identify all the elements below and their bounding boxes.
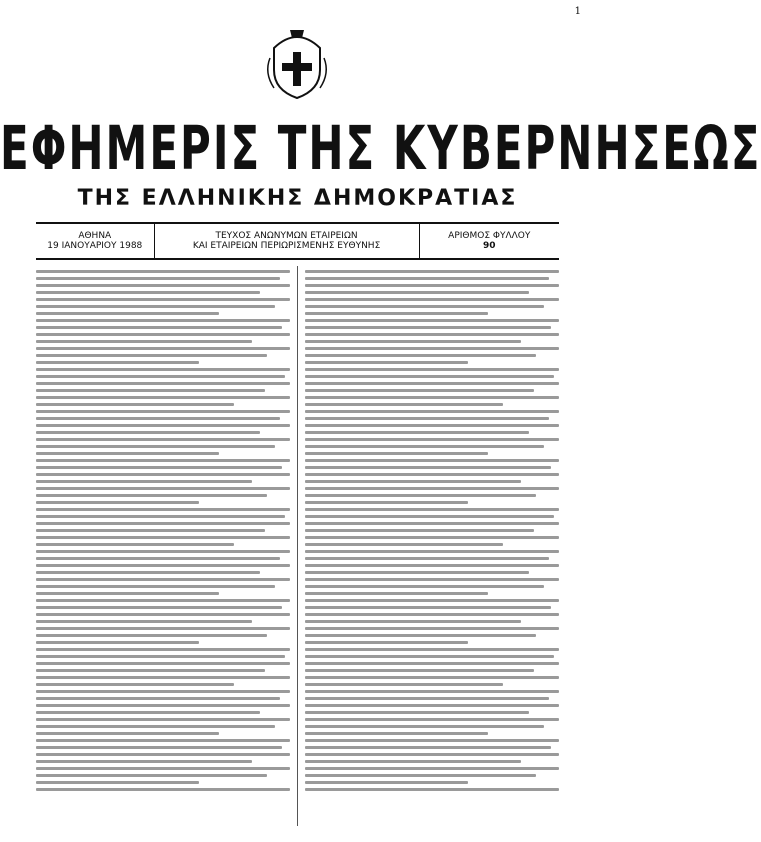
illegible-text-line xyxy=(305,781,468,784)
illegible-text-line xyxy=(36,739,290,742)
page-body xyxy=(36,266,559,826)
illegible-text-line xyxy=(36,354,267,357)
illegible-text-line xyxy=(305,270,559,273)
illegible-text-line xyxy=(305,480,521,483)
illegible-text-line xyxy=(305,396,559,399)
illegible-text-line xyxy=(36,613,290,616)
illegible-text-line xyxy=(305,403,503,406)
illegible-text-line xyxy=(36,550,290,553)
illegible-text-line xyxy=(305,662,559,665)
illegible-text-line xyxy=(305,466,551,469)
illegible-text-line xyxy=(305,284,559,287)
illegible-text-line xyxy=(36,459,290,462)
illegible-text-line xyxy=(305,767,559,770)
illegible-text-line xyxy=(36,438,290,441)
illegible-text-line xyxy=(305,571,529,574)
illegible-text-line xyxy=(36,466,282,469)
illegible-text-line xyxy=(305,550,559,553)
illegible-text-line xyxy=(36,529,265,532)
illegible-text-line xyxy=(36,487,290,490)
illegible-text-line xyxy=(305,459,559,462)
illegible-text-line xyxy=(305,501,468,504)
illegible-text-line xyxy=(36,536,290,539)
illegible-text-line xyxy=(36,788,290,791)
illegible-text-line xyxy=(36,403,234,406)
illegible-text-line xyxy=(305,424,559,427)
illegible-text-line xyxy=(305,522,559,525)
illegible-text-line xyxy=(305,690,559,693)
illegible-text-line xyxy=(36,361,199,364)
masthead-title: ΕΦΗΜΕΡΙΣ ΤΗΣ ΚΥΒΕΡΝΗΣΕΩΣ xyxy=(0,112,761,184)
illegible-text-line xyxy=(305,760,521,763)
illegible-text-line xyxy=(305,417,549,420)
illegible-text-line xyxy=(305,536,559,539)
illegible-text-line xyxy=(305,375,554,378)
illegible-text-line xyxy=(36,375,285,378)
illegible-text-line xyxy=(305,431,529,434)
illegible-text-line xyxy=(36,389,265,392)
illegible-text-line xyxy=(305,676,559,679)
illegible-text-line xyxy=(305,347,559,350)
illegible-text-line xyxy=(305,683,503,686)
illegible-text-line xyxy=(305,445,544,448)
illegible-text-line xyxy=(36,347,290,350)
illegible-text-line xyxy=(36,340,252,343)
illegible-text-line xyxy=(36,522,290,525)
illegible-text-line xyxy=(36,767,290,770)
illegible-text-line xyxy=(36,473,290,476)
illegible-text-line xyxy=(305,340,521,343)
left-text-column xyxy=(36,266,290,826)
illegible-text-line xyxy=(305,557,549,560)
illegible-text-line xyxy=(305,704,559,707)
illegible-text-line xyxy=(305,438,559,441)
sheet-number-label: ΑΡΙΘΜΟΣ ΦΥΛΛΟΥ xyxy=(448,231,531,241)
issue-type-line-2: ΚΑΙ ΕΤΑΙΡΕΙΩΝ ΠΕΡΙΩΡΙΣΜΕΝΗΣ ΕΥΘΥΝΗΣ xyxy=(192,241,381,251)
illegible-text-line xyxy=(36,508,290,511)
sheet-number: 90 xyxy=(483,241,496,251)
illegible-text-line xyxy=(36,417,280,420)
illegible-text-line xyxy=(36,501,199,504)
illegible-text-line xyxy=(36,627,290,630)
illegible-text-line xyxy=(305,291,529,294)
illegible-text-line xyxy=(305,788,559,791)
illegible-text-line xyxy=(36,606,282,609)
right-text-column xyxy=(305,266,559,826)
illegible-text-line xyxy=(36,543,234,546)
illegible-text-line xyxy=(36,732,219,735)
illegible-text-line xyxy=(305,753,559,756)
illegible-text-line xyxy=(36,697,280,700)
illegible-text-line xyxy=(305,368,559,371)
illegible-text-line xyxy=(305,319,559,322)
illegible-text-line xyxy=(305,613,559,616)
illegible-text-line xyxy=(36,396,290,399)
issue-info-bar xyxy=(36,222,559,260)
illegible-text-line xyxy=(36,571,260,574)
illegible-text-line xyxy=(36,305,275,308)
illegible-text-line xyxy=(36,620,252,623)
illegible-text-line xyxy=(36,781,199,784)
illegible-text-line xyxy=(36,494,267,497)
illegible-text-line xyxy=(36,382,290,385)
illegible-text-line xyxy=(36,634,267,637)
illegible-text-line xyxy=(36,725,275,728)
illegible-text-line xyxy=(36,333,290,336)
illegible-text-line xyxy=(305,669,534,672)
illegible-text-line xyxy=(36,662,290,665)
illegible-text-line xyxy=(305,641,468,644)
illegible-text-line xyxy=(305,298,559,301)
issue-type-cell xyxy=(155,224,420,258)
illegible-text-line xyxy=(36,326,282,329)
illegible-text-line xyxy=(36,480,252,483)
illegible-text-line xyxy=(305,515,554,518)
illegible-text-line xyxy=(36,452,219,455)
illegible-text-line xyxy=(305,508,559,511)
illegible-text-line xyxy=(305,606,551,609)
illegible-text-line xyxy=(305,354,536,357)
coat-of-arms-icon xyxy=(264,18,330,100)
illegible-text-line xyxy=(36,564,290,567)
illegible-text-line xyxy=(36,578,290,581)
illegible-text-line xyxy=(305,473,559,476)
illegible-text-line xyxy=(36,277,280,280)
illegible-text-line xyxy=(36,431,260,434)
issue-type-line-1: ΤΕΥΧΟΣ ΑΝΩΝΥΜΩΝ ΕΤΑΙΡΕΙΩΝ xyxy=(215,231,358,241)
place-label: ΑΘΗΝΑ xyxy=(78,231,112,241)
illegible-text-line xyxy=(36,760,252,763)
illegible-text-line xyxy=(305,410,559,413)
illegible-text-line xyxy=(36,683,234,686)
illegible-text-line xyxy=(36,718,290,721)
illegible-text-line xyxy=(36,291,260,294)
illegible-text-line xyxy=(305,578,559,581)
illegible-text-line xyxy=(305,627,559,630)
illegible-text-line xyxy=(36,641,199,644)
illegible-text-line xyxy=(36,648,290,651)
illegible-text-line xyxy=(305,312,488,315)
illegible-text-line xyxy=(305,277,549,280)
illegible-text-line xyxy=(36,690,290,693)
illegible-text-line xyxy=(305,452,488,455)
sheet-number-cell xyxy=(420,224,559,258)
illegible-text-line xyxy=(36,704,290,707)
illegible-text-line xyxy=(305,711,529,714)
illegible-text-line xyxy=(305,620,521,623)
issue-date: 19 ΙΑΝΟΥΑΡΙΟΥ 1988 xyxy=(47,241,143,251)
illegible-text-line xyxy=(305,599,559,602)
illegible-text-line xyxy=(36,599,290,602)
masthead-subtitle: ΤΗΣ ΕΛΛΗΝΙΚΗΣ ΔΗΜΟΚΡΑΤΙΑΣ xyxy=(77,186,518,211)
illegible-text-line xyxy=(36,557,280,560)
illegible-text-line xyxy=(36,312,219,315)
illegible-text-line xyxy=(305,326,551,329)
illegible-text-line xyxy=(36,676,290,679)
illegible-text-line xyxy=(305,529,534,532)
illegible-text-line xyxy=(305,494,536,497)
illegible-text-line xyxy=(305,718,559,721)
illegible-text-line xyxy=(36,424,290,427)
illegible-text-line xyxy=(305,634,536,637)
illegible-text-line xyxy=(305,774,536,777)
illegible-text-line xyxy=(36,753,290,756)
illegible-text-line xyxy=(36,410,290,413)
illegible-text-line xyxy=(305,361,468,364)
illegible-text-line xyxy=(36,774,267,777)
illegible-text-line xyxy=(36,270,290,273)
illegible-text-line xyxy=(305,333,559,336)
illegible-text-line xyxy=(305,739,559,742)
illegible-text-line xyxy=(36,319,290,322)
illegible-text-line xyxy=(36,585,275,588)
illegible-text-line xyxy=(305,655,554,658)
page-number: 1 xyxy=(574,6,581,17)
illegible-text-line xyxy=(305,592,488,595)
illegible-text-line xyxy=(305,697,549,700)
illegible-text-line xyxy=(36,515,285,518)
illegible-text-line xyxy=(36,746,282,749)
illegible-text-line xyxy=(305,564,559,567)
illegible-text-line xyxy=(305,732,488,735)
illegible-text-line xyxy=(305,543,503,546)
illegible-text-line xyxy=(305,305,544,308)
illegible-text-line xyxy=(36,368,290,371)
illegible-text-line xyxy=(305,487,559,490)
place-date-cell xyxy=(36,224,155,258)
illegible-text-line xyxy=(305,389,534,392)
illegible-text-line xyxy=(36,655,285,658)
illegible-text-line xyxy=(36,669,265,672)
illegible-text-line xyxy=(305,746,551,749)
illegible-text-line xyxy=(305,585,544,588)
illegible-text-line xyxy=(36,711,260,714)
illegible-text-line xyxy=(36,445,275,448)
illegible-text-line xyxy=(305,382,559,385)
illegible-text-line xyxy=(36,592,219,595)
illegible-text-line xyxy=(305,725,544,728)
illegible-text-line xyxy=(36,298,290,301)
illegible-text-line xyxy=(36,284,290,287)
illegible-text-line xyxy=(305,648,559,651)
column-divider xyxy=(297,266,298,826)
